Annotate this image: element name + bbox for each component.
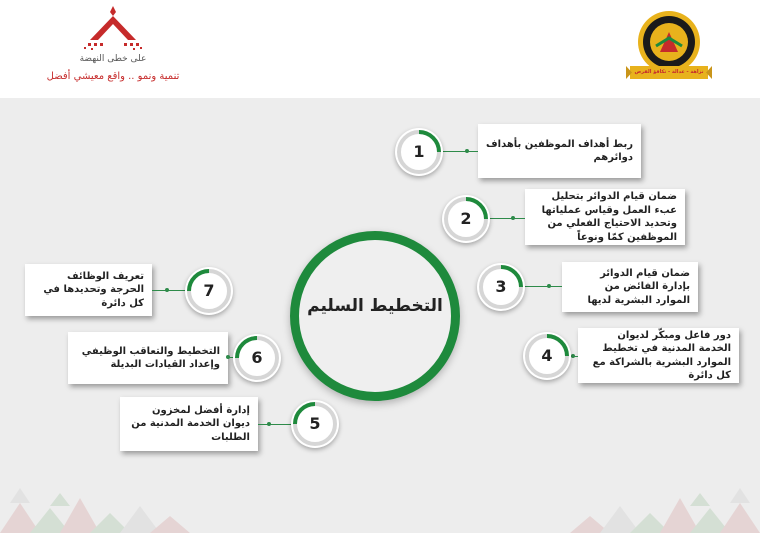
connector-1 [442, 151, 478, 152]
step-ring-6 [233, 334, 281, 382]
connector-7 [152, 290, 186, 291]
connector-5 [258, 424, 292, 425]
item-card-3 [562, 262, 698, 312]
item-text-3: ضمان قيام الدوائر بإدارة الفائض من الموارد البشرية لديها [587, 267, 690, 306]
nahda-logo [38, 6, 188, 86]
connector-2 [489, 218, 525, 219]
civil-service-seal [626, 8, 712, 84]
item-text-5: إدارة أفضل لمخزون ديوان الخدمة المدنية من الطلبات [131, 404, 250, 443]
pattern-right-decoration [500, 458, 760, 533]
item-text-1: ربط أهداف الموظفين بأهداف دوائرهم [486, 138, 633, 163]
step-number-2: 2 [460, 209, 472, 228]
pattern-left-decoration [0, 458, 260, 533]
step-ring-2 [442, 195, 490, 243]
connector-dot-4 [571, 354, 575, 358]
step-number-5: 5 [309, 414, 321, 433]
center-circle [290, 231, 460, 401]
connector-dot-3 [547, 284, 551, 288]
connector-dot-1 [465, 149, 469, 153]
connector-dot-6 [226, 355, 230, 359]
item-card-4 [578, 328, 739, 383]
item-text-7: تعريف الوظائف الحرجة وتحديدها في كل دائرة [43, 270, 144, 309]
step-number-1: 1 [413, 142, 425, 161]
step-ring-5 [291, 400, 339, 448]
item-text-2: ضمان قيام الدوائر بتحليل عبء العمل وقياس عملياتها وتحديد الاحتياج الفعلي من الموظفين كمّا ونوعاً [541, 191, 677, 243]
step-number-7: 7 [203, 281, 215, 300]
item-card-6 [68, 332, 228, 384]
connector-3 [524, 286, 562, 287]
nahda-logo-icon [38, 6, 188, 54]
step-ring-7 [185, 267, 233, 315]
step-ring-1 [395, 128, 443, 176]
connector-dot-2 [511, 216, 515, 220]
logo-slogan: تنمية ونمو .. واقع معيشي أفضل [46, 71, 180, 82]
item-card-1 [478, 124, 641, 178]
step-number-4: 4 [541, 346, 553, 365]
item-card-7 [25, 264, 152, 316]
header [0, 0, 760, 98]
center-title: التخطيط السليم [307, 296, 443, 316]
connector-dot-7 [165, 288, 169, 292]
step-number-6: 6 [251, 348, 263, 367]
step-ring-3 [477, 263, 525, 311]
step-ring-4 [523, 332, 571, 380]
connector-dot-5 [267, 422, 271, 426]
item-text-4: دور فاعل ومبكّر لديوان الخدمة المدنية في تخطيط الموارد البشرية بالشراكة مع كل دائرة [592, 329, 731, 381]
item-card-2 [525, 189, 685, 245]
item-card-5 [120, 397, 258, 451]
seal-banner-text: نزاهة - عدالة - تكافؤ الفرص [634, 69, 704, 75]
logo-tagline: على خطى النهضة [79, 54, 147, 64]
item-text-6: التخطيط والتعاقب الوظيفي وإعداد القيادات البديلة [81, 345, 220, 370]
step-number-3: 3 [495, 277, 507, 296]
